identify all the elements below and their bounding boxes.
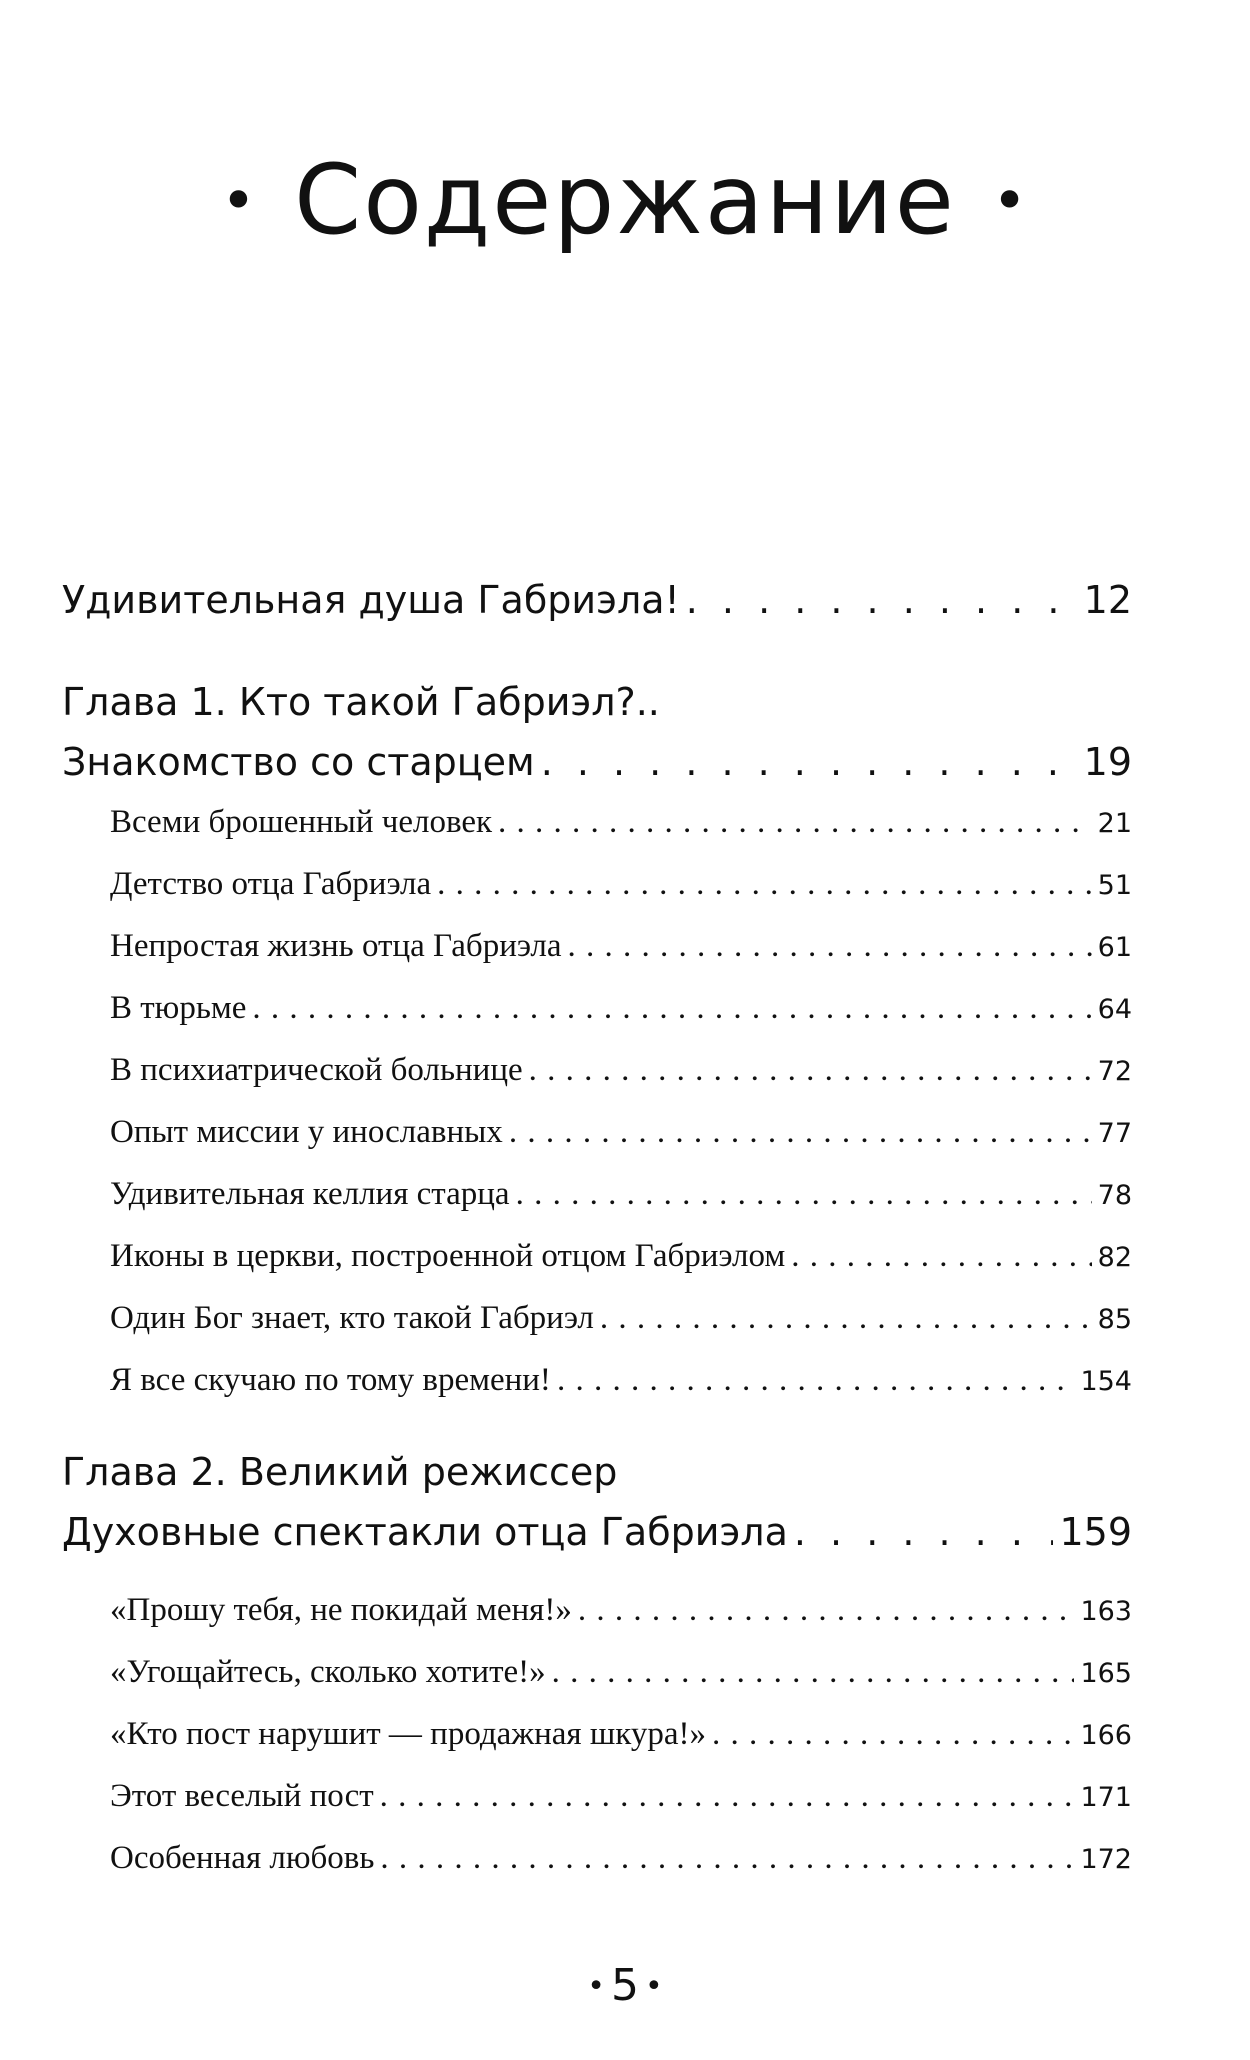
dot-leader xyxy=(252,978,1091,1038)
toc-item[interactable] xyxy=(62,1040,1132,1102)
toc-item[interactable] xyxy=(62,854,1132,916)
dot-leader xyxy=(791,1226,1091,1286)
dot-leader xyxy=(600,1288,1092,1348)
toc-item[interactable] xyxy=(62,1350,1132,1412)
toc-item-label: Всеми брошенный человек xyxy=(110,804,493,840)
toc-item-page: 51 xyxy=(1097,870,1132,901)
dot-leader xyxy=(552,1642,1075,1702)
toc-item-label: Особенная любовь xyxy=(110,1840,375,1876)
toc-item-label: Иконы в церкви, построенной отцом Габриэлом xyxy=(110,1238,786,1274)
page-title xyxy=(0,144,1250,256)
toc-entry-label: Знакомство со старцем xyxy=(62,740,535,784)
chapter-2-subtitle[interactable] xyxy=(62,1502,1132,1562)
dot-leader xyxy=(686,570,1078,630)
table-of-contents xyxy=(62,570,1132,1890)
page-number-bullet-right: • xyxy=(645,1969,663,2004)
toc-item-label: Непростая жизнь отца Габриэла xyxy=(110,928,562,964)
toc-item-page: 77 xyxy=(1097,1118,1132,1149)
toc-item-page: 64 xyxy=(1097,994,1132,1025)
toc-item[interactable] xyxy=(62,1288,1132,1350)
toc-item[interactable] xyxy=(62,1642,1132,1704)
toc-item-label: Детство отца Габриэла xyxy=(110,866,432,902)
toc-item[interactable] xyxy=(62,1766,1132,1828)
toc-item-page: 72 xyxy=(1097,1056,1132,1087)
dot-leader xyxy=(380,1828,1074,1888)
toc-item-page: 154 xyxy=(1080,1366,1132,1397)
dot-leader xyxy=(529,1040,1092,1100)
dot-leader xyxy=(568,916,1092,976)
toc-item-label: Я все скучаю по тому времени! xyxy=(110,1362,551,1398)
toc-item-page: 163 xyxy=(1080,1596,1132,1627)
page-number-value: 5 xyxy=(611,1960,639,2011)
chapter-1-heading: Глава 1. Кто такой Габриэл?.. xyxy=(62,680,660,724)
toc-item[interactable] xyxy=(62,1580,1132,1642)
dot-leader xyxy=(794,1502,1054,1562)
dot-leader xyxy=(380,1766,1075,1826)
toc-entry-intro[interactable] xyxy=(62,570,1132,630)
dot-leader xyxy=(557,1350,1075,1410)
toc-item-page: 82 xyxy=(1097,1242,1132,1273)
toc-item[interactable] xyxy=(62,1226,1132,1288)
toc-entry-page: 19 xyxy=(1083,740,1132,784)
page-number xyxy=(0,1960,1250,2011)
chapter-2-heading: Глава 2. Великий режиссер xyxy=(62,1450,618,1494)
title-bullet-right: • xyxy=(991,165,1030,236)
toc-item-page: 166 xyxy=(1080,1720,1132,1751)
toc-item-label: Этот веселый пост xyxy=(110,1778,374,1814)
toc-item-label: Опыт миссии у инославных xyxy=(110,1114,503,1150)
toc-item-label: Удивительная келлия старца xyxy=(110,1176,510,1212)
toc-item[interactable] xyxy=(62,1164,1132,1226)
toc-entry-page: 159 xyxy=(1059,1510,1132,1554)
toc-item-page: 171 xyxy=(1080,1782,1132,1813)
toc-entry-label: Удивительная душа Габриэла! xyxy=(62,578,680,622)
toc-item[interactable] xyxy=(62,916,1132,978)
page-number-bullet-left: • xyxy=(587,1969,605,2004)
toc-item-page: 165 xyxy=(1080,1658,1132,1689)
dot-leader xyxy=(712,1704,1075,1764)
toc-item[interactable] xyxy=(62,1704,1132,1766)
title-text: Содержание xyxy=(294,144,956,256)
toc-item-label: «Кто пост нарушит — продажная шкура!» xyxy=(110,1716,706,1752)
toc-entry-label: Духовные спектакли отца Габриэла xyxy=(62,1510,788,1554)
toc-item-page: 21 xyxy=(1097,808,1132,839)
chapter-1-subtitle[interactable] xyxy=(62,732,1132,792)
toc-item-page: 172 xyxy=(1080,1844,1132,1875)
toc-item[interactable] xyxy=(62,792,1132,854)
dot-leader xyxy=(437,854,1092,914)
dot-leader xyxy=(516,1164,1092,1224)
dot-leader xyxy=(578,1580,1075,1640)
dot-leader xyxy=(509,1102,1092,1162)
toc-item-label: «Прошу тебя, не покидай меня!» xyxy=(110,1592,572,1628)
toc-item-label: В психиатрической больнице xyxy=(110,1052,523,1088)
toc-item[interactable] xyxy=(62,1828,1132,1890)
toc-entry-page: 12 xyxy=(1083,578,1132,622)
toc-item-page: 61 xyxy=(1097,932,1132,963)
toc-item[interactable] xyxy=(62,978,1132,1040)
toc-item-page: 78 xyxy=(1097,1180,1132,1211)
toc-item-label: Один Бог знает, кто такой Габриэл xyxy=(110,1300,594,1336)
toc-item[interactable] xyxy=(62,1102,1132,1164)
toc-item-label: В тюрьме xyxy=(110,990,247,1026)
dot-leader xyxy=(498,792,1092,852)
toc-item-page: 85 xyxy=(1097,1304,1132,1335)
toc-item-label: «Угощайтесь, сколько хотите!» xyxy=(110,1654,546,1690)
title-bullet-left: • xyxy=(220,165,259,236)
dot-leader xyxy=(541,732,1078,792)
